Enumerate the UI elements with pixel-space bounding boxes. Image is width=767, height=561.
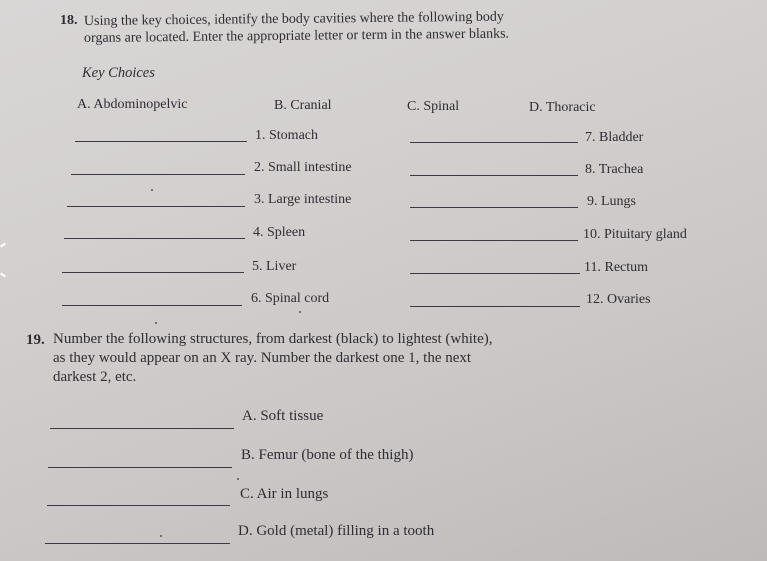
xray-blank-d[interactable] (45, 543, 230, 544)
xray-item-a: A. Soft tissue (242, 408, 324, 424)
page-edge-mark (0, 242, 6, 247)
xray-blank-b[interactable] (48, 467, 232, 468)
organ-item-1: 1. Stomach (255, 128, 318, 143)
organ-item-2: 2. Small intestine (254, 160, 352, 175)
answer-blank-6[interactable] (62, 305, 242, 306)
key-choice-c: C. Spinal (407, 99, 460, 114)
q19-prompt-line3: darkest 2, etc. (53, 369, 137, 385)
xray-item-c: C. Air in lungs (240, 486, 329, 502)
ink-speck (155, 322, 157, 324)
organ-item-10: 10. Pituitary gland (583, 227, 687, 242)
xray-item-b: B. Femur (bone of the thigh) (241, 447, 414, 463)
answer-blank-10[interactable] (410, 240, 578, 241)
answer-blank-7[interactable] (410, 142, 578, 143)
ink-speck (237, 478, 239, 480)
organ-item-9: 9. Lungs (587, 194, 636, 209)
answer-blank-5[interactable] (62, 272, 244, 273)
ink-speck (160, 535, 162, 537)
key-choice-b: B. Cranial (274, 98, 332, 113)
key-choices-title: Key Choices (82, 65, 155, 81)
xray-blank-c[interactable] (47, 505, 230, 506)
answer-blank-9[interactable] (410, 207, 578, 208)
answer-blank-3[interactable] (67, 206, 245, 207)
organ-item-3: 3. Large intestine (254, 192, 352, 207)
answer-blank-1[interactable] (75, 141, 247, 142)
q19-prompt-line2: as they would appear on an X ray. Number the darkest one 1, the next (53, 350, 472, 366)
key-choice-a: A. Abdominopelvic (77, 97, 188, 112)
q18-prompt-line1: Using the key choices, identify the body cavities where the following body (83, 9, 504, 29)
answer-blank-2[interactable] (71, 174, 245, 175)
page-edge-mark (0, 272, 6, 277)
xray-item-d: D. Gold (metal) filling in a tooth (238, 523, 435, 539)
organ-item-12: 12. Ovaries (586, 292, 651, 307)
ink-speck (151, 189, 153, 191)
organ-item-6: 6. Spinal cord (251, 291, 330, 306)
organ-item-4: 4. Spleen (253, 225, 306, 240)
answer-blank-12[interactable] (410, 306, 580, 307)
key-choice-d: D. Thoracic (529, 100, 596, 115)
answer-blank-11[interactable] (410, 273, 580, 274)
xray-blank-a[interactable] (50, 428, 234, 429)
answer-blank-4[interactable] (64, 238, 245, 239)
answer-blank-8[interactable] (410, 175, 578, 176)
organ-item-8: 8. Trachea (585, 162, 644, 177)
q18-number: 18. (60, 13, 78, 28)
q19-prompt-line1: Number the following structures, from darkest (black) to lightest (white), (53, 331, 493, 347)
ink-speck (299, 311, 301, 313)
organ-item-7: 7. Bladder (585, 130, 644, 145)
q18-prompt-line2: organs are located. Enter the appropriate letter or term in the answer blanks. (83, 26, 510, 46)
q19-number: 19. (26, 332, 45, 348)
organ-item-11: 11. Rectum (584, 260, 649, 275)
organ-item-5: 5. Liver (252, 259, 297, 274)
